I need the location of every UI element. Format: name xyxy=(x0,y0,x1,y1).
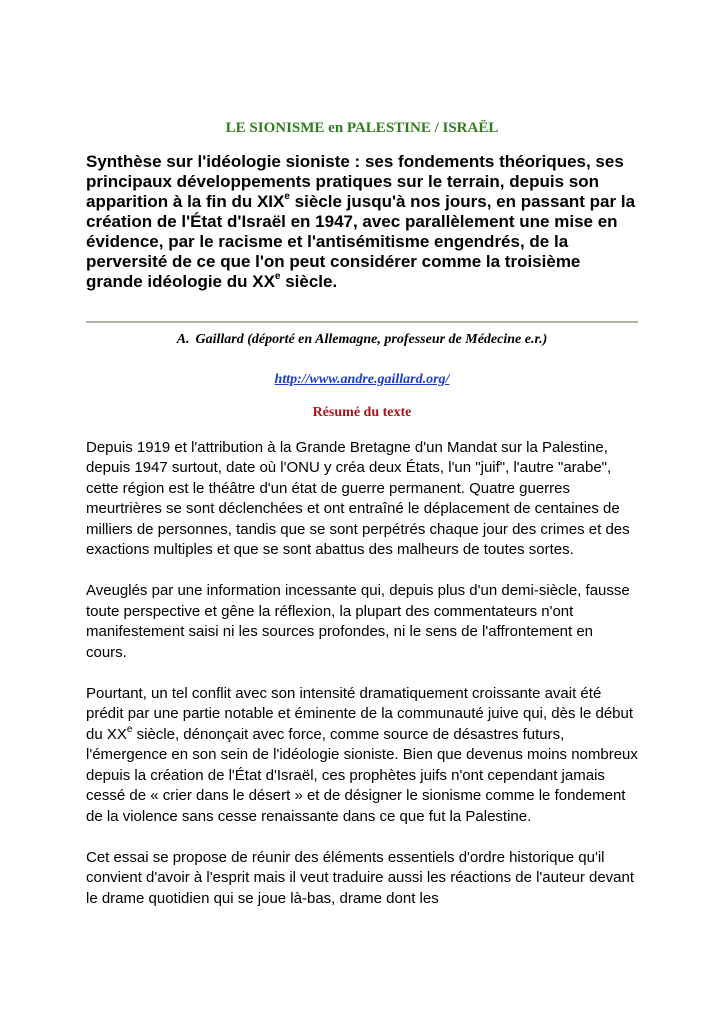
synthesis-text-part1: Synthèse sur l'idéologie sioniste : ses fondements théoriques, ses principaux développements pratiques sur le terrain, depuis son apparition à la fin du XIX xyxy=(86,152,624,211)
paragraph-3 xyxy=(86,684,638,827)
paragraph-1: Depuis 1919 et l'attribution à la Grande Bretagne d'un Mandat sur la Palestine, depuis 1947 surtout, date où l'ONU y créa deux États, l'un "juif", l'autre "arabe", cette région est le théâtre d'un état de guerre permanent. Quatre guerres meurtrières se sont déclenchées et ont entraîné le déplacement de centaines de milliers de personnes, tandis que se sont perpétrés chaque jour des crimes et des exactions multiples et que se sont abattus des malheurs de toutes sortes. xyxy=(86,439,630,559)
century-superscript: e xyxy=(274,271,281,283)
author-initial: A. xyxy=(176,332,190,347)
horizontal-divider xyxy=(86,321,638,323)
synthesis-heading xyxy=(86,152,638,292)
paragraph-4: Cet essai se propose de réunir des éléments essentiels d'ordre historique qu'il convient d'avoir à l'esprit mais il veut traduire aussi les réactions de l'auteur devant le drame quotidien qui se joue là-bas, drame dont les xyxy=(86,848,635,907)
paragraph-3-part2: siècle, dénonçait avec force, comme source de désastres futurs, l'émergence en son sein de l'idéologie sioniste. Bien que devenus moins nombreux depuis la création de l'État d'Israël, ces prophètes juifs n'ont cependant jamais cessé de « crier dans le désert » et de désigner le sionisme comme le fondement de la violence sans cesse renaissante dans ce que fut la Palestine. xyxy=(86,725,638,825)
century-superscript: e xyxy=(284,191,290,203)
document-title: LE SIONISME en PALESTINE / ISRAËL xyxy=(225,120,499,136)
century-superscript: e xyxy=(126,723,133,735)
author-name: Gaillard (déporté en Allemagne, professeur de Médecine e.r.) xyxy=(195,332,548,347)
document-page xyxy=(86,118,638,930)
paragraph-3-part1: Pourtant, un tel conflit avec son intensité dramatiquement croissante avait été prédit par une partie notable et éminente de la communauté juive qui, dès le début du XX xyxy=(86,685,634,743)
paragraph-2: Aveuglés par une information incessante qui, depuis plus d'un demi-siècle, fausse toute perspective et gêne la réflexion, la plupart des commentateurs n'ont manifestement saisi ni les sources profondes, ni le sens de l'affrontement en cours. xyxy=(86,582,630,661)
website-link-line xyxy=(86,369,638,390)
synthesis-text-part3: siècle. xyxy=(280,272,338,291)
author-line xyxy=(86,330,638,350)
synthesis-text-part2: siècle jusqu'à nos jours, en passant par la création de l'État d'Israël en 1947, avec parallèlement une mise en évidence, par le racisme et l'antisémitisme engendrés, de la perversité de ce que l'on peut considérer comme la troisième grande idéologie du XX xyxy=(86,192,636,291)
summary-heading: Résumé du texte xyxy=(312,405,412,420)
website-link[interactable]: http://www.andre.gaillard.org/ xyxy=(274,372,450,387)
